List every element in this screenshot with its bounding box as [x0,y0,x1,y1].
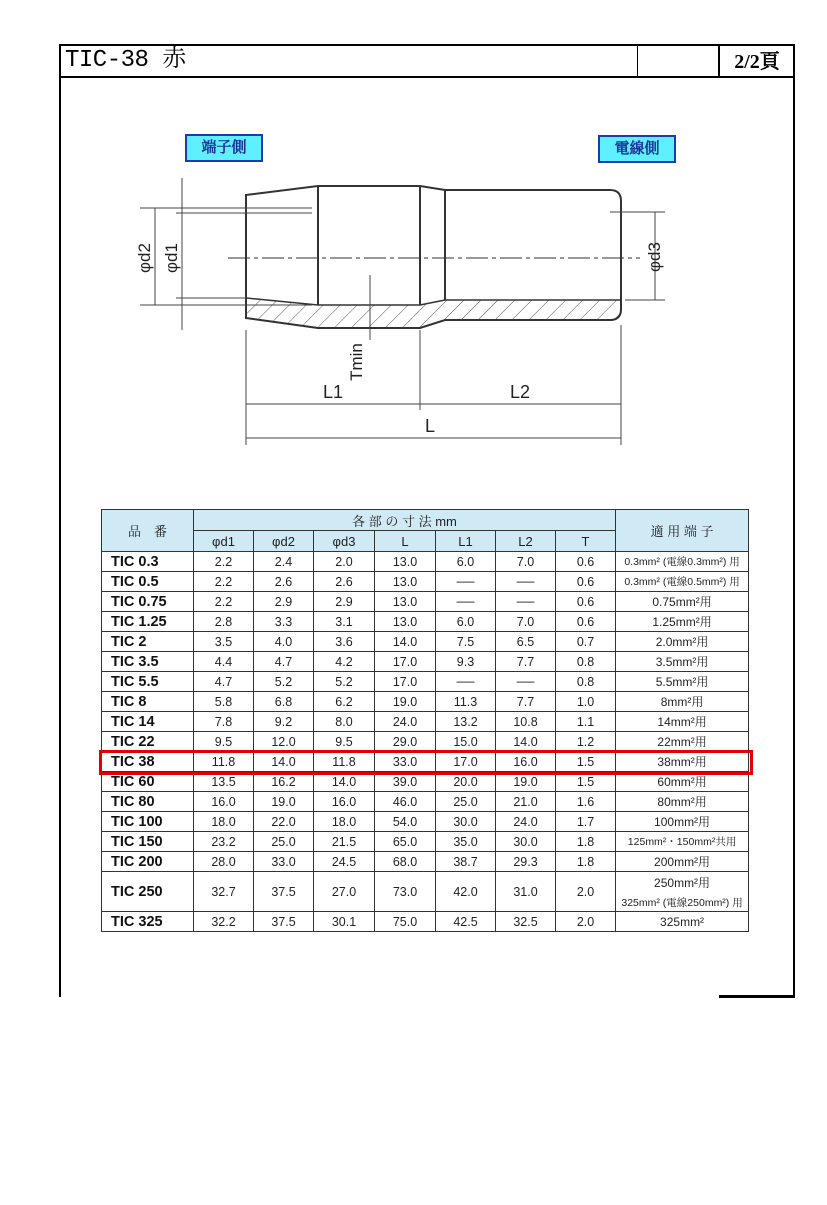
dimension-cell: 4.7 [194,672,254,692]
dimension-cell: 32.2 [194,912,254,932]
dimension-cell: 2.0 [314,552,375,572]
table-row [102,672,749,692]
applicable-terminal-cell: 38mm²用 [616,752,749,772]
dimension-cell: 2.6 [314,572,375,592]
applicable-terminal-cell: 325mm² [616,912,749,932]
dimension-cell: 6.5 [496,632,556,652]
dimension-cell: 6.0 [436,612,496,632]
applicable-terminal-cell: 200mm²用 [616,852,749,872]
dimension-cell: 15.0 [436,732,496,752]
part-number-cell: TIC 3.5 [102,652,194,672]
dimension-cell: 29.3 [496,852,556,872]
dimension-cell: 20.0 [436,772,496,792]
document-title: TIC-38 赤 [65,47,186,74]
dimension-cell: 7.7 [496,692,556,712]
dimension-cell: 18.0 [314,812,375,832]
sleeve-diagram [0,0,827,500]
applicable-terminal-cell: 125mm²・150mm²共用 [616,832,749,852]
part-number-cell: TIC 200 [102,852,194,872]
dimension-cell: 35.0 [436,832,496,852]
dimension-cell: 14.0 [314,772,375,792]
highlight-box [99,750,753,775]
applicable-terminal-cell: 0.3mm² (電線0.3mm²) 用 [616,552,749,572]
table-row [102,732,749,752]
dimension-cell: 46.0 [375,792,436,812]
dimension-cell: 2.0 [556,912,616,932]
dimension-cell: 65.0 [375,832,436,852]
dimension-cell: 37.5 [254,872,314,912]
table-row [102,912,749,932]
dimension-cell: 6.2 [314,692,375,712]
dimension-cell: 30.0 [496,832,556,852]
dimension-cell: ── [436,572,496,592]
dimension-cell: 21.5 [314,832,375,852]
dimension-cell: ── [496,592,556,612]
d2-label: φd2 [135,243,154,273]
d1-label: φd1 [162,243,181,273]
dimension-cell: 25.0 [436,792,496,812]
dimension-cell: 3.3 [254,612,314,632]
terminal-line: 250mm²用 [654,875,711,890]
col-header-dim: φd3 [314,531,375,552]
table-row [102,572,749,592]
dimension-cell: 14.0 [254,752,314,772]
dimension-cell: 13.2 [436,712,496,732]
dimension-cell: 18.0 [194,812,254,832]
dimension-cell: 0.8 [556,652,616,672]
applicable-terminal-cell: 8mm²用 [616,692,749,712]
part-number-cell: TIC 14 [102,712,194,732]
page-number: 2/2頁 [734,51,780,73]
part-number-cell: TIC 5.5 [102,672,194,692]
dimension-cell: 42.5 [436,912,496,932]
table-row [102,852,749,872]
table-row [102,692,749,712]
dimension-cell: 16.0 [194,792,254,812]
dimension-cell: 25.0 [254,832,314,852]
dimension-cell: 7.5 [436,632,496,652]
dimension-cell: 22.0 [254,812,314,832]
dimension-cell: 10.8 [496,712,556,732]
dimension-cell: 68.0 [375,852,436,872]
dimension-cell: 2.2 [194,572,254,592]
wire-side-label: 電線側 [598,135,676,163]
dimension-cell: 7.0 [496,552,556,572]
dimension-cell: 1.8 [556,832,616,852]
dimension-cell: ── [496,672,556,692]
part-number-cell: TIC 1.25 [102,612,194,632]
applicable-terminal-cell: 60mm²用 [616,772,749,792]
dimension-cell: 0.6 [556,552,616,572]
dimension-cell: 13.5 [194,772,254,792]
dimension-cell: 8.0 [314,712,375,732]
dimension-cell: 6.0 [436,552,496,572]
tmin-label: Tmin [347,343,366,381]
col-header-applicable-terminal: 適 用 端 子 [616,510,749,552]
dimension-cell: 16.0 [496,752,556,772]
dimension-cell: 3.6 [314,632,375,652]
dimension-cell: 1.7 [556,812,616,832]
col-header-dim: L1 [436,531,496,552]
applicable-terminal-cell: 80mm²用 [616,792,749,812]
dimension-cell: 9.5 [314,732,375,752]
dimension-cell: 3.1 [314,612,375,632]
dimension-cell: 4.2 [314,652,375,672]
dimension-cell: 13.0 [375,612,436,632]
dimension-cell: 3.5 [194,632,254,652]
table-row [102,712,749,732]
dimension-cell: 1.6 [556,792,616,812]
applicable-terminal-cell: 5.5mm²用 [616,672,749,692]
wall-section-hatch [246,298,621,328]
dimension-cell: 13.0 [375,552,436,572]
l1-label: L1 [322,382,344,402]
dimension-cell: 4.4 [194,652,254,672]
dimension-cell: 31.0 [496,872,556,912]
dimension-cell: 73.0 [375,872,436,912]
dimension-cell: 2.2 [194,592,254,612]
dimension-cell: 13.0 [375,572,436,592]
dimension-cell: 19.0 [496,772,556,792]
applicable-terminal-cell: 3.5mm²用 [616,652,749,672]
dimension-cell: 2.0 [556,872,616,912]
dimension-cell: 5.8 [194,692,254,712]
dimension-cell: ── [436,672,496,692]
dimension-cell: 24.5 [314,852,375,872]
dimension-cell: 1.8 [556,852,616,872]
d3-label: φd3 [645,242,664,272]
dimension-cell: 13.0 [375,592,436,612]
dimension-cell: 16.2 [254,772,314,792]
part-number-cell: TIC 0.75 [102,592,194,612]
dimension-cell: 39.0 [375,772,436,792]
dimension-cell: 33.0 [254,852,314,872]
part-number-cell: TIC 150 [102,832,194,852]
dimension-cell: 32.5 [496,912,556,932]
part-number-cell: TIC 325 [102,912,194,932]
dimension-cell: 33.0 [375,752,436,772]
dimension-cell: 24.0 [375,712,436,732]
dimension-cell: 75.0 [375,912,436,932]
dimension-cell: 54.0 [375,812,436,832]
dimension-cell: 24.0 [496,812,556,832]
table-row [102,872,749,912]
dimension-cell: 0.6 [556,592,616,612]
col-header-dim: L2 [496,531,556,552]
dimension-cell: 11.8 [194,752,254,772]
dimension-cell: 0.6 [556,612,616,632]
dimension-cell: 16.0 [314,792,375,812]
applicable-terminal-cell [616,872,749,912]
dimension-cell: 17.0 [375,672,436,692]
part-number-cell: TIC 250 [102,872,194,912]
dimension-cell: 2.9 [314,592,375,612]
dimension-cell: 11.3 [436,692,496,712]
dimension-cell: 29.0 [375,732,436,752]
part-number-cell: TIC 0.5 [102,572,194,592]
dimension-cell: 30.0 [436,812,496,832]
dimension-cell: 42.0 [436,872,496,912]
dimension-cell: 0.7 [556,632,616,652]
applicable-terminal-cell: 22mm²用 [616,732,749,752]
dimension-cell: 7.0 [496,612,556,632]
dimension-cell: 14.0 [496,732,556,752]
dimension-cell: 19.0 [254,792,314,812]
table-row [102,792,749,812]
dimension-cell: 2.4 [254,552,314,572]
dimension-cell: 23.2 [194,832,254,852]
dimension-cell: 2.9 [254,592,314,612]
dimension-cell: ── [436,592,496,612]
part-number-cell: TIC 0.3 [102,552,194,572]
applicable-terminal-cell: 0.75mm²用 [616,592,749,612]
l2-label: L2 [509,382,531,402]
dimension-cell: 37.5 [254,912,314,932]
dimension-cell: 1.2 [556,732,616,752]
part-number-cell: TIC 60 [102,772,194,792]
dimension-cell: 9.2 [254,712,314,732]
terminal-side-label: 端子側 [185,134,263,162]
dimension-cell: 14.0 [375,632,436,652]
table-row [102,652,749,672]
dimension-cell: 1.0 [556,692,616,712]
applicable-terminal-cell: 0.3mm² (電線0.5mm²) 用 [616,572,749,592]
part-number-cell: TIC 22 [102,732,194,752]
dimension-cell: 17.0 [375,652,436,672]
dimension-cell: ── [496,572,556,592]
table-row [102,612,749,632]
dimension-cell: 6.8 [254,692,314,712]
dimension-cell: 9.3 [436,652,496,672]
dimension-cell: 2.2 [194,552,254,572]
dimension-cell: 30.1 [314,912,375,932]
table-row [102,592,749,612]
dimension-cell: 19.0 [375,692,436,712]
table-row [102,812,749,832]
dimension-cell: 12.0 [254,732,314,752]
dimension-cell: 0.8 [556,672,616,692]
part-number-cell: TIC 2 [102,632,194,652]
dimension-cell: 27.0 [314,872,375,912]
terminal-line: 325mm² (電線250mm²) 用 [621,896,743,909]
applicable-terminal-cell: 14mm²用 [616,712,749,732]
dimension-cell: 4.0 [254,632,314,652]
table-row [102,552,749,572]
part-number-cell: TIC 100 [102,812,194,832]
dimension-cell: 2.6 [254,572,314,592]
dimension-cell: 7.7 [496,652,556,672]
dimension-cell: 32.7 [194,872,254,912]
bottom-bar [719,995,795,998]
col-header-part-no: 品 番 [102,510,194,552]
dimension-cell: 1.5 [556,772,616,792]
part-number-cell: TIC 80 [102,792,194,812]
dimension-cell: 11.8 [314,752,375,772]
dimension-cell: 5.2 [314,672,375,692]
part-number-cell: TIC 38 [102,752,194,772]
dimension-cell: 2.8 [194,612,254,632]
col-header-dim: L [375,531,436,552]
table-row [102,632,749,652]
applicable-terminal-cell: 2.0mm²用 [616,632,749,652]
dimension-cell: 7.8 [194,712,254,732]
col-header-dim: φd2 [254,531,314,552]
dimension-cell: 21.0 [496,792,556,812]
dimension-cell: 5.2 [254,672,314,692]
col-header-dimensions: 各 部 の 寸 法 mm [194,510,616,531]
part-number-cell: TIC 8 [102,692,194,712]
dimension-cell: 0.6 [556,572,616,592]
dimension-cell: 1.5 [556,752,616,772]
applicable-terminal-cell: 1.25mm²用 [616,612,749,632]
dimension-cell: 4.7 [254,652,314,672]
dimension-table [101,509,749,932]
dimension-cell: 38.7 [436,852,496,872]
table-row [102,832,749,852]
col-header-dim: T [556,531,616,552]
dimension-cell: 9.5 [194,732,254,752]
col-header-dim: φd1 [194,531,254,552]
dimension-cell: 28.0 [194,852,254,872]
applicable-terminal-cell: 100mm²用 [616,812,749,832]
l-label: L [424,416,436,436]
dimension-cell: 17.0 [436,752,496,772]
dimension-cell: 1.1 [556,712,616,732]
